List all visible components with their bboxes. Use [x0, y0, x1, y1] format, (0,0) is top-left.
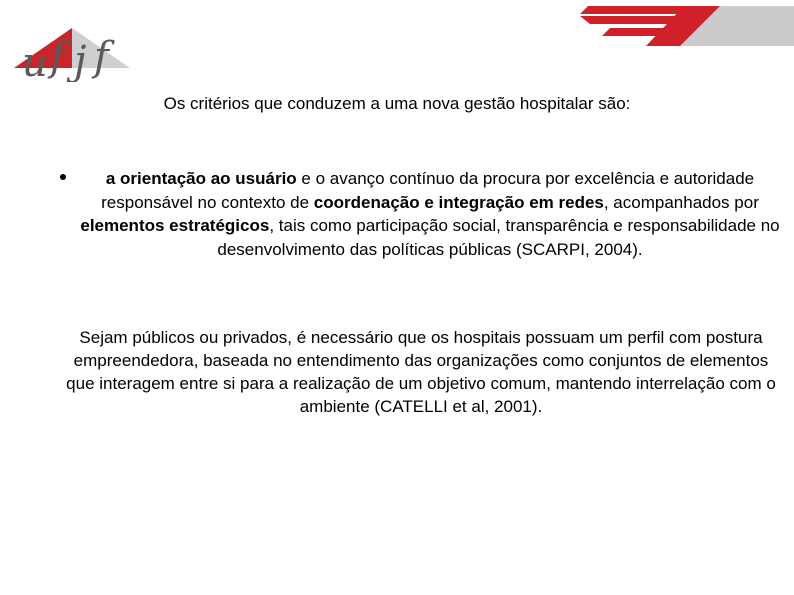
bullet-fragment: , acompanhados por: [603, 192, 759, 212]
bullet-dot-icon: [60, 174, 66, 180]
ufjf-logo: [12, 20, 132, 82]
svg-text:f: f: [94, 34, 109, 80]
bullet-fragment: e o avanço contínuo da procura por excelência e autoridade responsável no contexto de: [101, 169, 755, 212]
page-heading: Os critérios que conduzem a uma nova gestão hospitalar são:: [163, 94, 631, 113]
bullet-fragment: , tais como participação social, transparência e responsabilidade no desenvolvimento das políticas públicas (SCARPI, 2004).: [217, 216, 780, 259]
bullet-fragment: a orientação ao usuário: [105, 169, 297, 188]
bullet-item: [60, 167, 782, 261]
svg-text:j: j: [74, 38, 87, 82]
bullet-fragment: elementos estratégicos: [80, 216, 270, 235]
svg-text:f: f: [50, 34, 65, 80]
header-stripes: [580, 0, 794, 50]
body-paragraph: Sejam públicos ou privados, é necessário que os hospitais possuam um perfil com postura empreendedora, baseada no entendimento das organizações como conjuntos de elementos que interagem entre si para a realização de um objetivo comum, mantendo interrelação com o ambiente (CATELLI et al, 2001).: [66, 328, 776, 416]
svg-text:u: u: [22, 40, 48, 82]
ufjf-logo-mark: [12, 20, 132, 82]
bullet-fragment: coordenação e integração em redes: [313, 192, 604, 212]
bullet-text: [78, 167, 782, 261]
